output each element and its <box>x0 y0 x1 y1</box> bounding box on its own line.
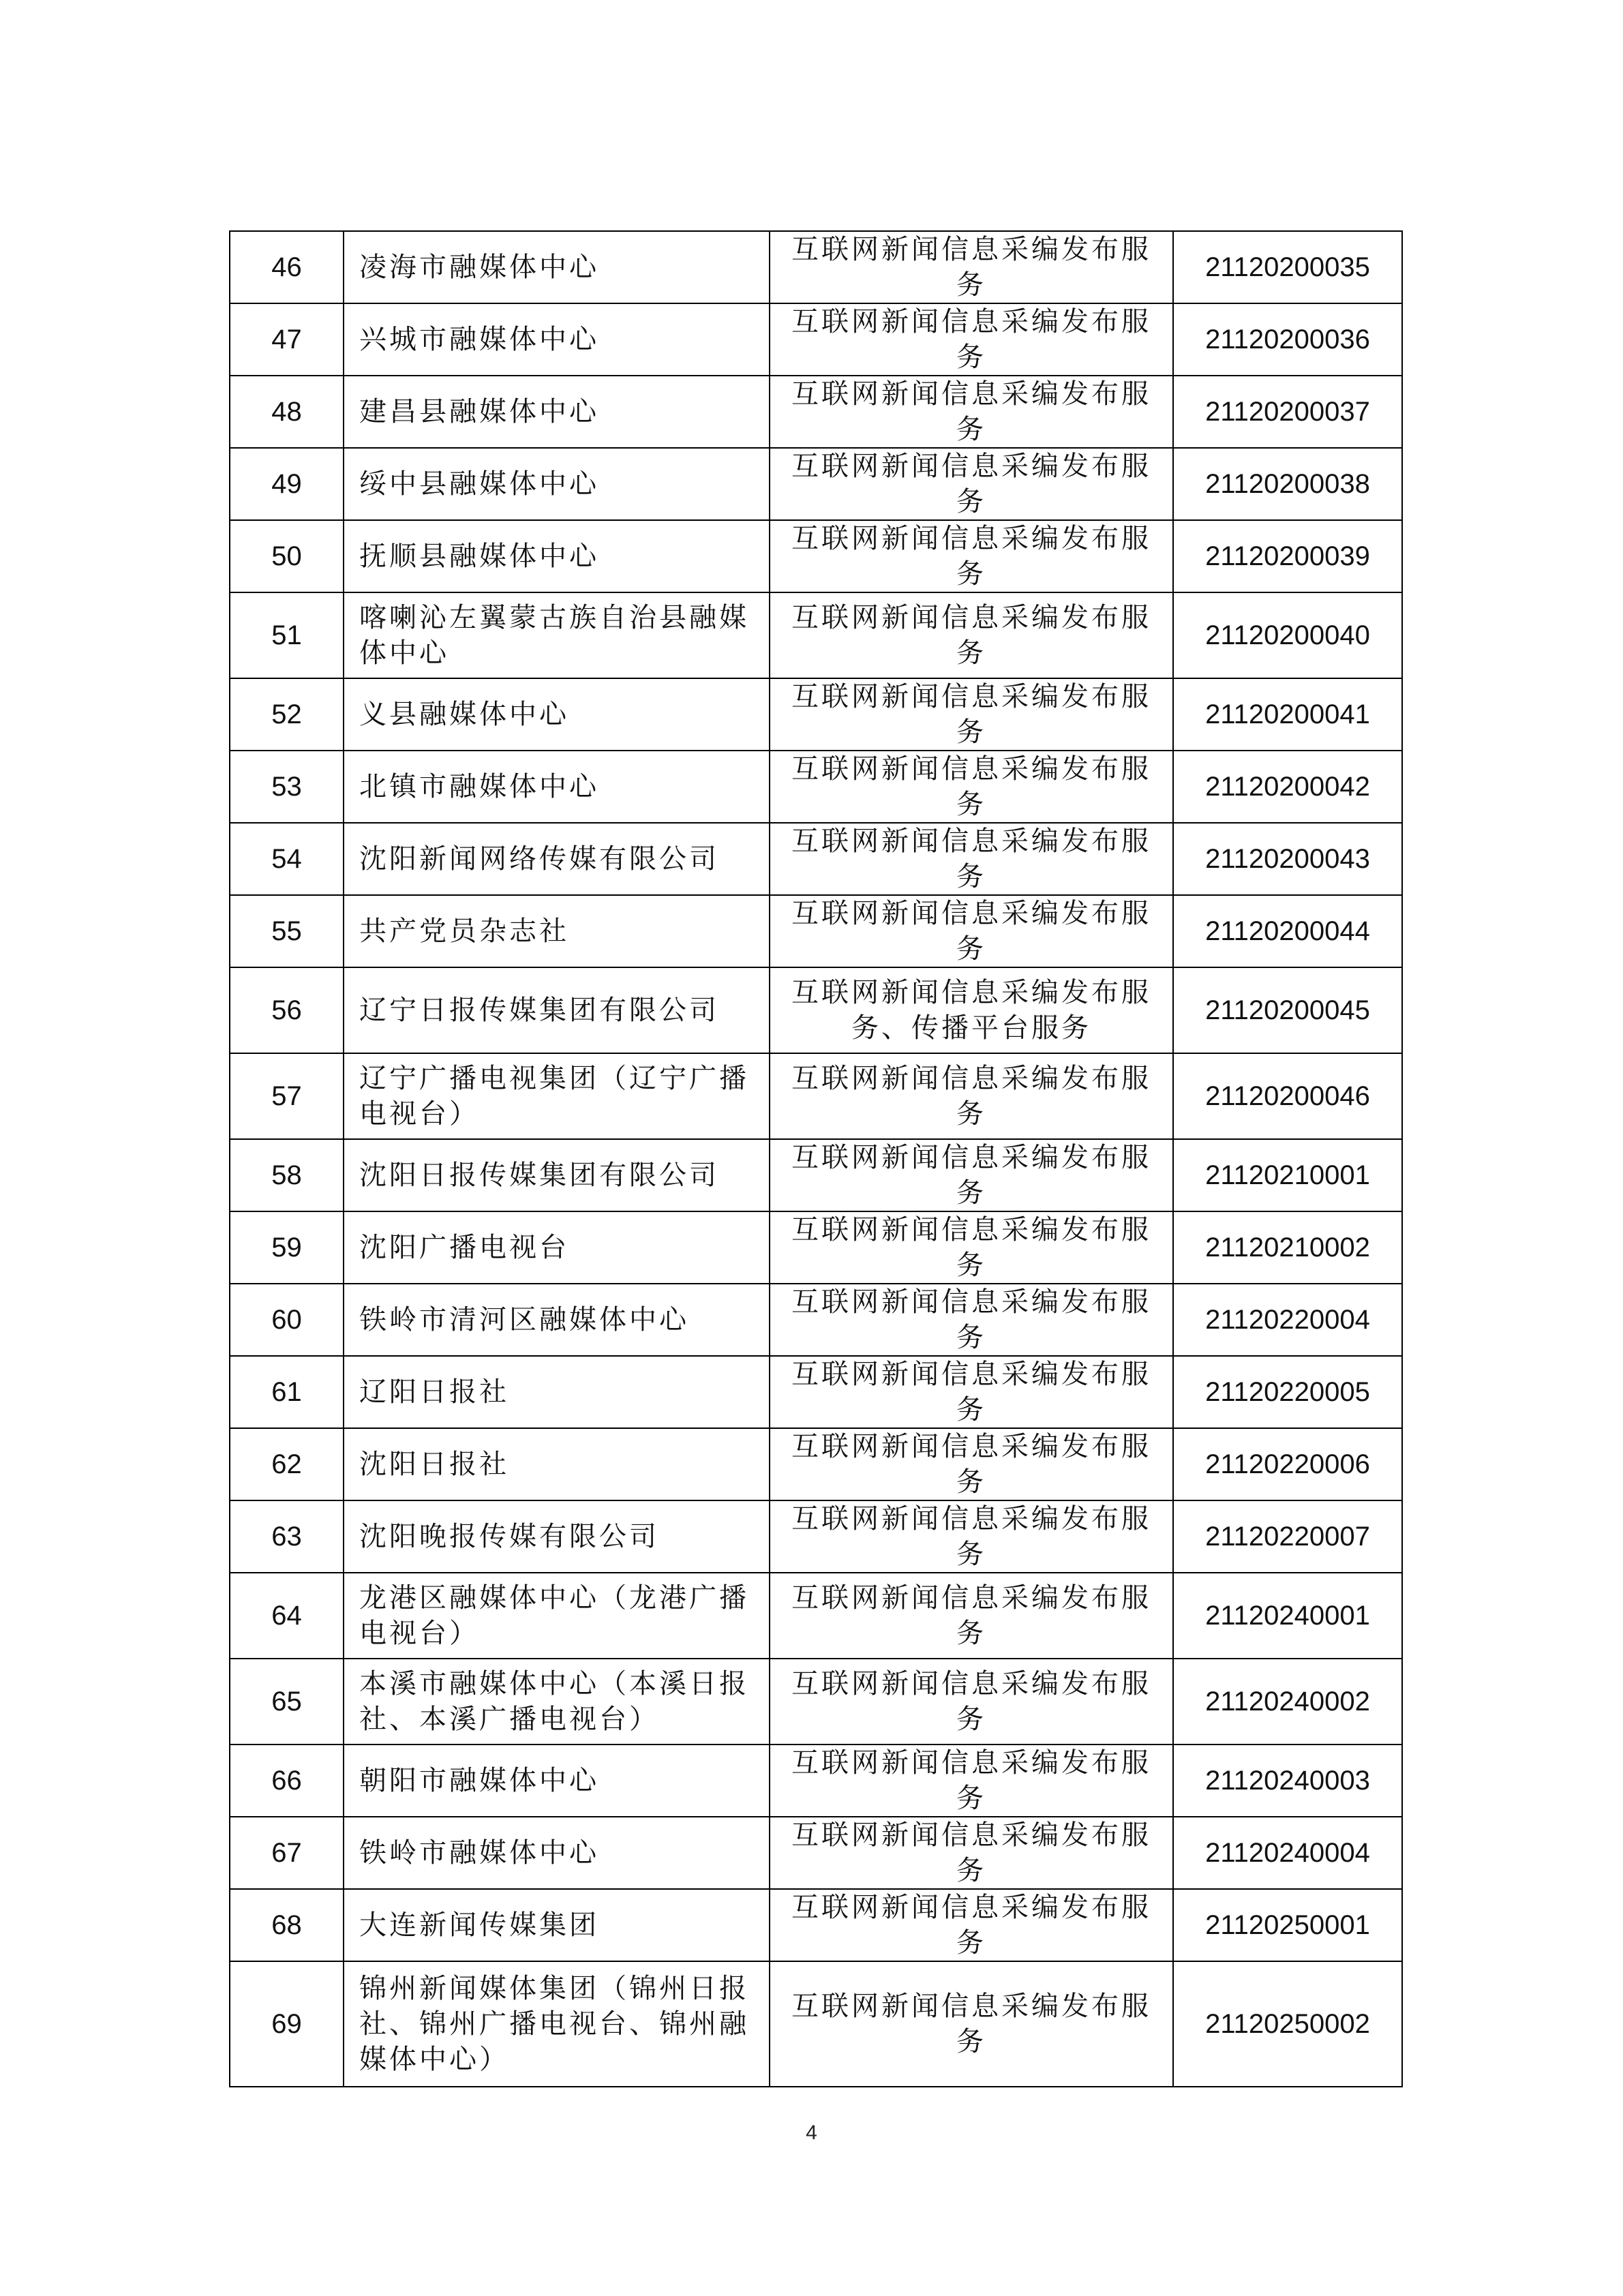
page-number: 4 <box>806 2121 817 2144</box>
table-row <box>230 448 1402 520</box>
license-code-cell: 21120250002 <box>1173 1961 1402 2087</box>
row-number-cell: 54 <box>230 823 344 895</box>
row-number-cell: 59 <box>230 1211 344 1284</box>
service-type-cell: 互联网新闻信息采编发布服务 <box>770 1573 1173 1659</box>
service-type-cell: 互联网新闻信息采编发布服务 <box>770 1139 1173 1211</box>
license-code-cell: 21120200038 <box>1173 448 1402 520</box>
row-number-cell: 69 <box>230 1961 344 2087</box>
row-number-cell: 64 <box>230 1573 344 1659</box>
service-type-cell: 互联网新闻信息采编发布服务 <box>770 1211 1173 1284</box>
service-type-cell: 互联网新闻信息采编发布服务 <box>770 1284 1173 1356</box>
license-code-cell: 21120200040 <box>1173 592 1402 678</box>
row-number-cell: 65 <box>230 1659 344 1744</box>
license-code-cell: 21120200041 <box>1173 678 1402 751</box>
table-row <box>230 1284 1402 1356</box>
license-code-cell: 21120200042 <box>1173 751 1402 823</box>
service-type-cell: 互联网新闻信息采编发布服务 <box>770 592 1173 678</box>
organization-name-cell: 大连新闻传媒集团 <box>344 1889 770 1961</box>
table-row <box>230 678 1402 751</box>
organization-name-cell: 抚顺县融媒体中心 <box>344 520 770 592</box>
service-type-cell: 互联网新闻信息采编发布服务 <box>770 376 1173 448</box>
service-type-cell: 互联网新闻信息采编发布服务 <box>770 1659 1173 1744</box>
license-code-cell: 21120220005 <box>1173 1356 1402 1428</box>
table-row <box>230 1139 1402 1211</box>
organization-name-cell: 锦州新闻媒体集团（锦州日报社、锦州广播电视台、锦州融媒体中心） <box>344 1961 770 2087</box>
organization-name-cell: 沈阳新闻网络传媒有限公司 <box>344 823 770 895</box>
service-type-cell: 互联网新闻信息采编发布服务 <box>770 448 1173 520</box>
table-row <box>230 1428 1402 1500</box>
table-row <box>230 1573 1402 1659</box>
service-type-cell: 互联网新闻信息采编发布服务 <box>770 895 1173 967</box>
table-row <box>230 1053 1402 1139</box>
row-number-cell: 63 <box>230 1500 344 1573</box>
table-row <box>230 1817 1402 1889</box>
table-row <box>230 1500 1402 1573</box>
license-code-cell: 21120210002 <box>1173 1211 1402 1284</box>
service-type-cell: 互联网新闻信息采编发布服务 <box>770 1428 1173 1500</box>
organization-name-cell: 建昌县融媒体中心 <box>344 376 770 448</box>
service-type-cell: 互联网新闻信息采编发布服务 <box>770 231 1173 303</box>
license-code-cell: 21120210001 <box>1173 1139 1402 1211</box>
organization-name-cell: 义县融媒体中心 <box>344 678 770 751</box>
service-type-cell: 互联网新闻信息采编发布服务 <box>770 1500 1173 1573</box>
row-number-cell: 51 <box>230 592 344 678</box>
row-number-cell: 62 <box>230 1428 344 1500</box>
license-code-cell: 21120250001 <box>1173 1889 1402 1961</box>
table-row <box>230 520 1402 592</box>
organization-name-cell: 凌海市融媒体中心 <box>344 231 770 303</box>
license-code-cell: 21120200046 <box>1173 1053 1402 1139</box>
organization-name-cell: 绥中县融媒体中心 <box>344 448 770 520</box>
row-number-cell: 53 <box>230 751 344 823</box>
row-number-cell: 48 <box>230 376 344 448</box>
license-code-cell: 21120240003 <box>1173 1744 1402 1817</box>
row-number-cell: 50 <box>230 520 344 592</box>
table-row <box>230 1211 1402 1284</box>
organization-name-cell: 沈阳日报社 <box>344 1428 770 1500</box>
table-row <box>230 895 1402 967</box>
organization-name-cell: 龙港区融媒体中心（龙港广播电视台） <box>344 1573 770 1659</box>
service-type-cell: 互联网新闻信息采编发布服务 <box>770 303 1173 376</box>
organization-name-cell: 辽宁日报传媒集团有限公司 <box>344 967 770 1053</box>
row-number-cell: 61 <box>230 1356 344 1428</box>
service-type-cell: 互联网新闻信息采编发布服务、传播平台服务 <box>770 967 1173 1053</box>
table-row <box>230 1356 1402 1428</box>
organization-name-cell: 辽宁广播电视集团（辽宁广播电视台） <box>344 1053 770 1139</box>
organization-name-cell: 本溪市融媒体中心（本溪日报社、本溪广播电视台） <box>344 1659 770 1744</box>
organization-name-cell: 沈阳广播电视台 <box>344 1211 770 1284</box>
row-number-cell: 52 <box>230 678 344 751</box>
license-code-cell: 21120200045 <box>1173 967 1402 1053</box>
organization-name-cell: 朝阳市融媒体中心 <box>344 1744 770 1817</box>
service-type-cell: 互联网新闻信息采编发布服务 <box>770 1744 1173 1817</box>
row-number-cell: 56 <box>230 967 344 1053</box>
service-type-cell: 互联网新闻信息采编发布服务 <box>770 751 1173 823</box>
row-number-cell: 60 <box>230 1284 344 1356</box>
organization-name-cell: 喀喇沁左翼蒙古族自治县融媒体中心 <box>344 592 770 678</box>
table-row <box>230 303 1402 376</box>
organization-name-cell: 北镇市融媒体中心 <box>344 751 770 823</box>
table-row <box>230 967 1402 1053</box>
organization-name-cell: 沈阳日报传媒集团有限公司 <box>344 1139 770 1211</box>
service-type-cell: 互联网新闻信息采编发布服务 <box>770 1817 1173 1889</box>
organization-name-cell: 沈阳晚报传媒有限公司 <box>344 1500 770 1573</box>
organization-name-cell: 铁岭市融媒体中心 <box>344 1817 770 1889</box>
license-code-cell: 21120220007 <box>1173 1500 1402 1573</box>
row-number-cell: 67 <box>230 1817 344 1889</box>
license-code-cell: 21120220004 <box>1173 1284 1402 1356</box>
service-type-cell: 互联网新闻信息采编发布服务 <box>770 1053 1173 1139</box>
row-number-cell: 57 <box>230 1053 344 1139</box>
license-code-cell: 21120240001 <box>1173 1573 1402 1659</box>
table-row <box>230 592 1402 678</box>
organization-name-cell: 共产党员杂志社 <box>344 895 770 967</box>
license-code-cell: 21120240002 <box>1173 1659 1402 1744</box>
license-code-cell: 21120220006 <box>1173 1428 1402 1500</box>
row-number-cell: 49 <box>230 448 344 520</box>
license-code-cell: 21120200035 <box>1173 231 1402 303</box>
license-code-cell: 21120200043 <box>1173 823 1402 895</box>
license-code-cell: 21120200037 <box>1173 376 1402 448</box>
table-row <box>230 1889 1402 1961</box>
table-row <box>230 1659 1402 1744</box>
license-code-cell: 21120240004 <box>1173 1817 1402 1889</box>
row-number-cell: 58 <box>230 1139 344 1211</box>
service-type-cell: 互联网新闻信息采编发布服务 <box>770 1356 1173 1428</box>
table-row <box>230 823 1402 895</box>
service-type-cell: 互联网新闻信息采编发布服务 <box>770 823 1173 895</box>
service-type-cell: 互联网新闻信息采编发布服务 <box>770 1889 1173 1961</box>
service-type-cell: 互联网新闻信息采编发布服务 <box>770 678 1173 751</box>
row-number-cell: 55 <box>230 895 344 967</box>
row-number-cell: 46 <box>230 231 344 303</box>
row-number-cell: 68 <box>230 1889 344 1961</box>
license-code-cell: 21120200039 <box>1173 520 1402 592</box>
table-row <box>230 751 1402 823</box>
table-row <box>230 231 1402 303</box>
row-number-cell: 47 <box>230 303 344 376</box>
organization-name-cell: 辽阳日报社 <box>344 1356 770 1428</box>
table-row <box>230 376 1402 448</box>
service-type-cell: 互联网新闻信息采编发布服务 <box>770 520 1173 592</box>
license-code-cell: 21120200044 <box>1173 895 1402 967</box>
organization-name-cell: 兴城市融媒体中心 <box>344 303 770 376</box>
table-row <box>230 1744 1402 1817</box>
row-number-cell: 66 <box>230 1744 344 1817</box>
license-registry-table <box>229 230 1403 2087</box>
organization-name-cell: 铁岭市清河区融媒体中心 <box>344 1284 770 1356</box>
license-code-cell: 21120200036 <box>1173 303 1402 376</box>
table-row <box>230 1961 1402 2087</box>
service-type-cell: 互联网新闻信息采编发布服务 <box>770 1961 1173 2087</box>
